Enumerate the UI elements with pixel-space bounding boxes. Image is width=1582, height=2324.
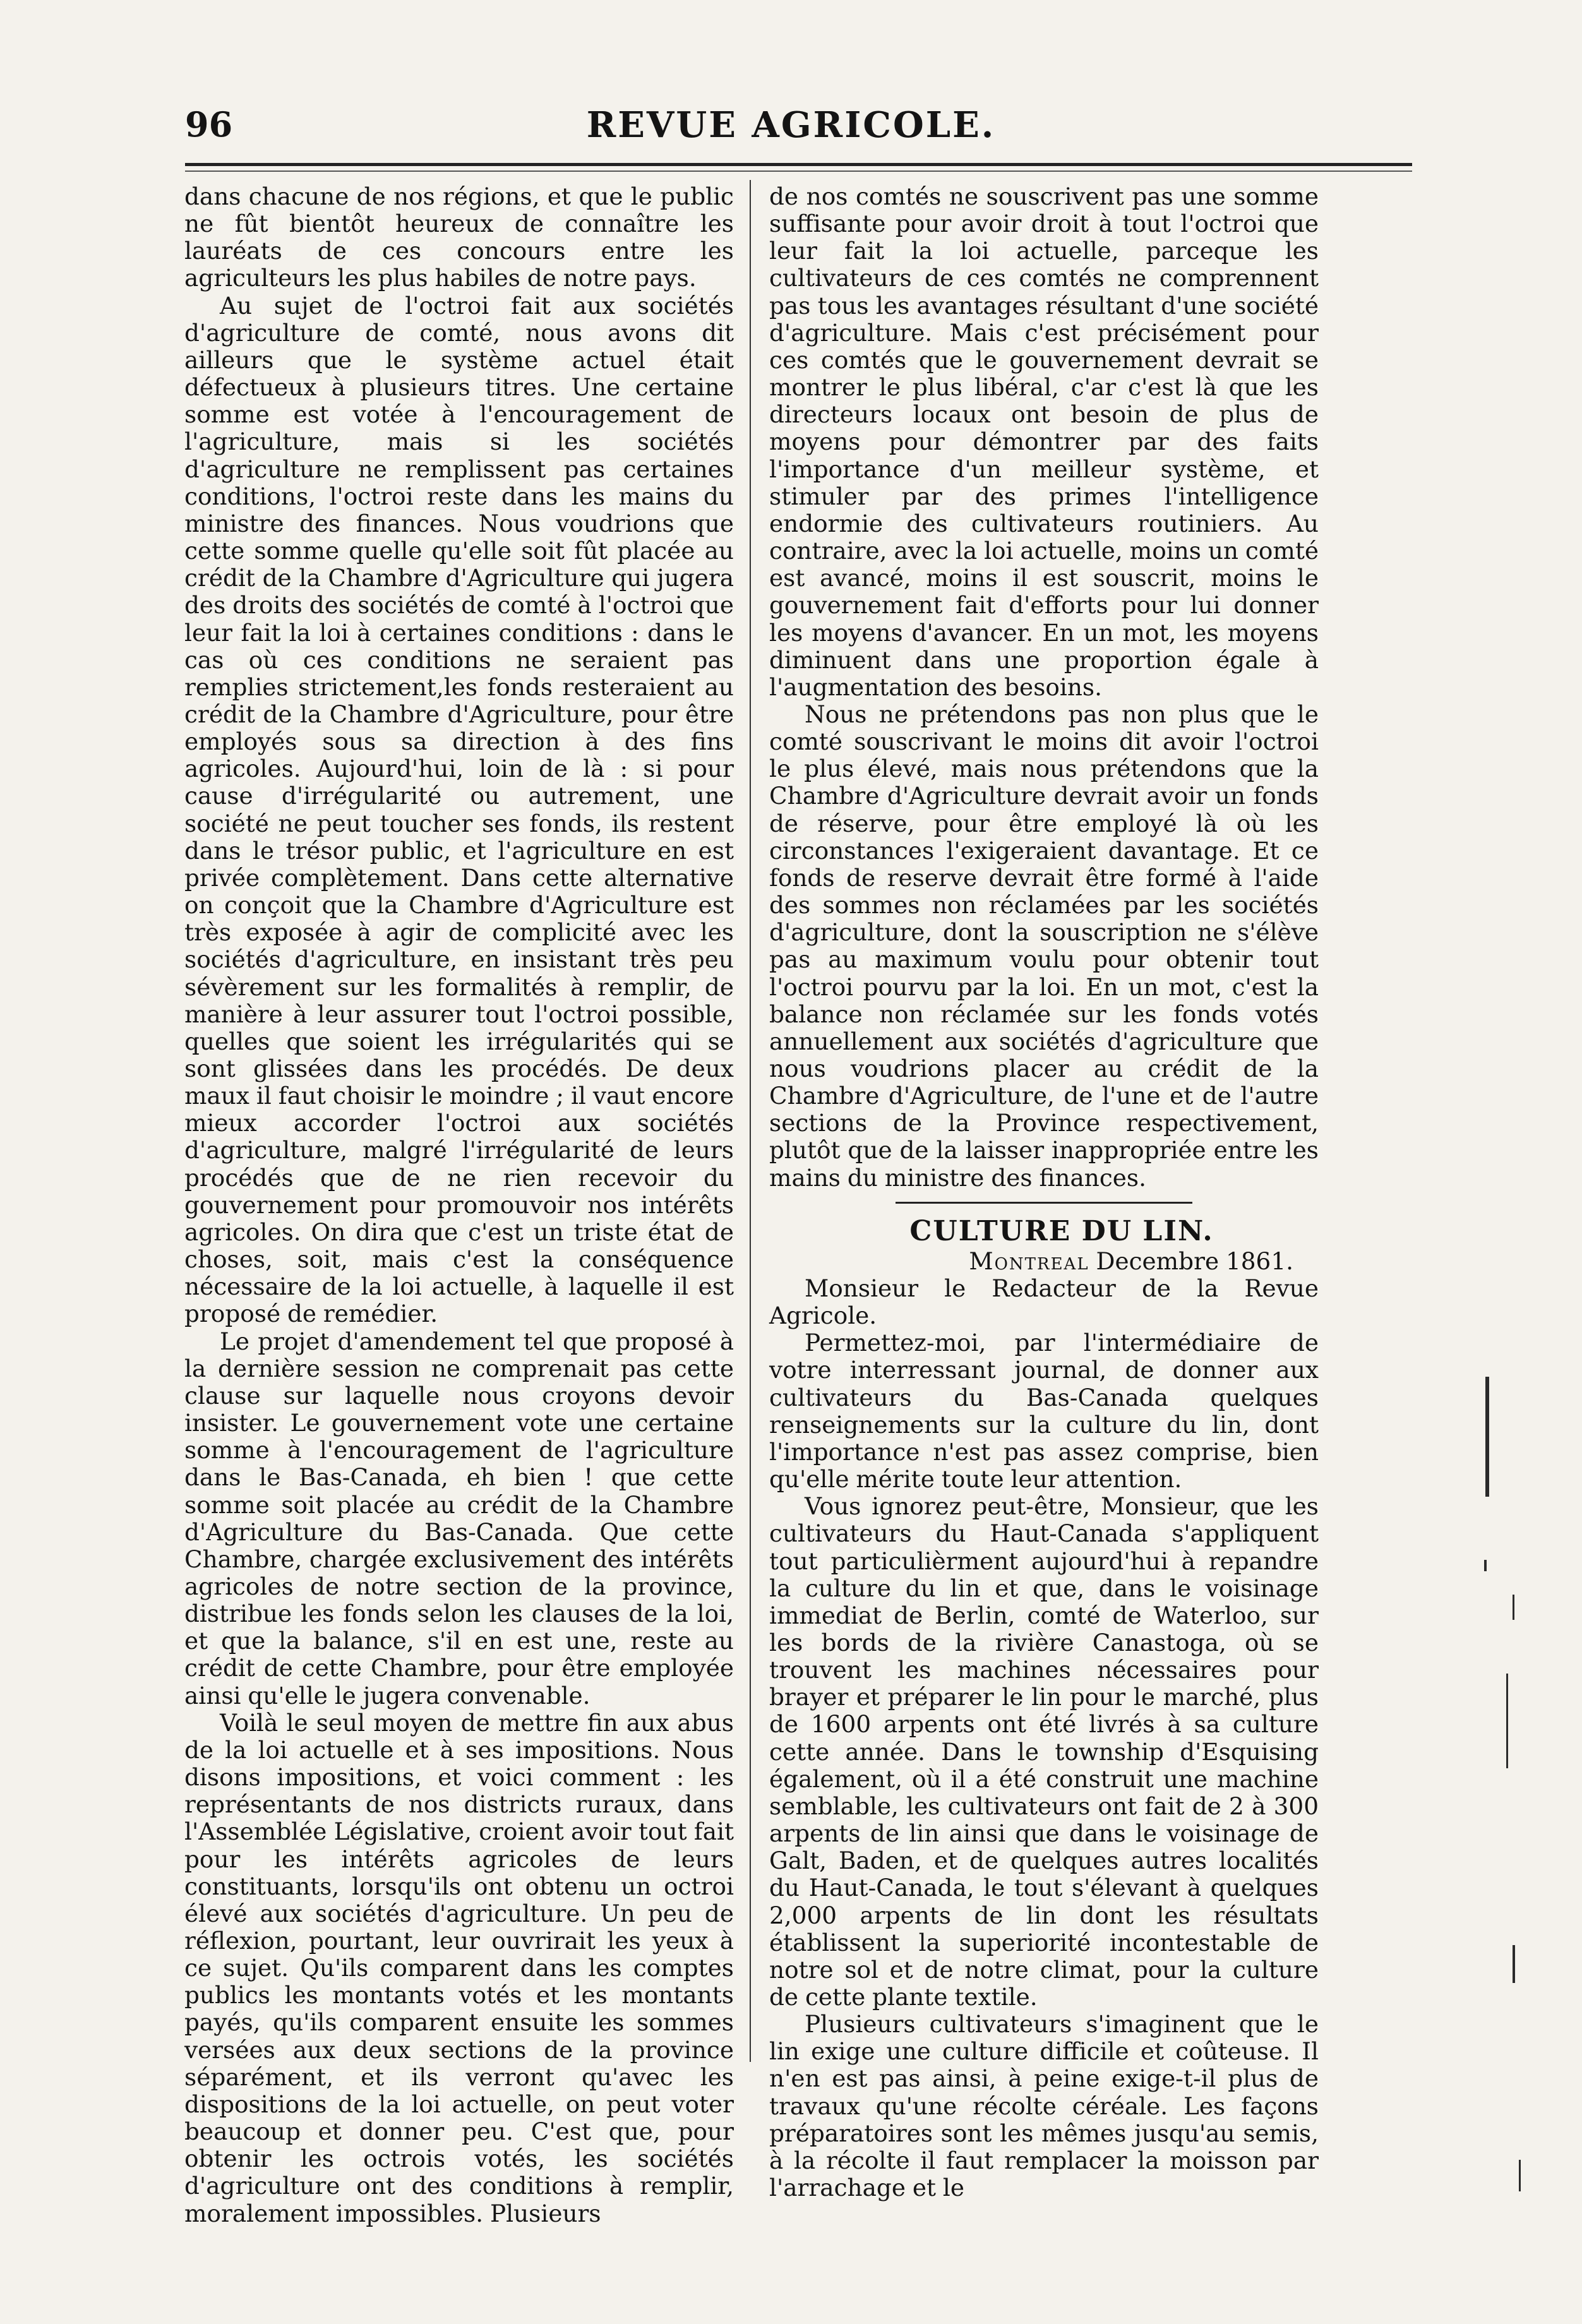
dateline-place: Montreal [969, 1247, 1089, 1275]
scan-mark [1513, 1595, 1514, 1620]
page-number: 96 [185, 104, 233, 145]
header-rule-thin [185, 171, 1412, 172]
paragraph: Le projet d'amendement tel que proposé à la dernière session ne comprenait pas cette clause sur laquelle nous croyons devoir insister. Le gouvernement vote une certaine somme à l'encouragement de l'agriculture dans le Bas-Canada, eh bien ! que cette somme soit placée au crédit de la Chambre d'Agriculture du Bas-Canada. Que cette Chambre, chargée exclusivement des intérêts agricoles de notre section de la province, distribue les fonds selon les clauses de la loi, et que la balance, s'il en est une, reste au crédit de cette Chambre, pour être employée ainsi qu'elle le jugera convenable. [184, 1327, 734, 1710]
dateline [769, 1248, 1319, 1275]
paragraph: Au sujet de l'octroi fait aux sociétés d'agriculture de comté, nous avons dit ailleurs que le système actuel était défectueux à plusieurs titres. Une certaine somme est votée à l'encouragement de l'agriculture, mais si les sociétés d'agriculture ne remplissent pas certaines conditions, l'octroi reste dans les mains du ministre des finances. Nous voudrions que cette somme quelle qu'elle soit fût placée au crédit de la Chambre d'Agriculture qui jugera des droits des sociétés de comté à l'octroi que leur fait la loi à certaines conditions : dans le cas où ces conditions ne seraient pas remplies strictement,les fonds resteraient au crédit de la Chambre d'Agriculture, pour être employés sous sa direction à des fins agricoles. Aujourd'hui, loin de là : si pour cause d'irrégularité ou autrement, une société ne peut toucher ses fonds, ils restent dans le trésor public, et l'agriculture en est privée complètement. Dans cette alternative on conçoit que la Chambre d'Agriculture est très exposée à agir de complicité avec les sociétés d'agriculture, en insistant très peu sévèrement sur les formalités à remplir, de manière à leur assurer tout l'octroi possible, quelles que soient les irrégularités qui se sont glissées dans les procédés. De deux maux il faut choisir le moindre ; il vaut encore mieux accorder l'octroi aux sociétés d'agriculture, malgré l'irrégularité de leurs procédés que de ne rien recevoir du gouvernement pour promouvoir nos intérêts agricoles. On dira que c'est un triste état de choses, soit, mais c'est la conséquence nécessaire de la loi actuelle, à laquelle il est proposé de remédier. [184, 291, 734, 1328]
scan-mark [1506, 1674, 1508, 1768]
dateline-date: Decembre 1861. [1096, 1247, 1293, 1275]
right-column [769, 183, 1319, 2201]
scan-mark [1519, 2160, 1521, 2191]
paragraph: de nos comtés ne souscrivent pas une somme suffisante pour avoir droit à tout l'octroi que leur fait la loi actuelle, parceque les cultivateurs de ces comtés ne comprennent pas tous les avantages résultant d'une société d'agriculture. Mais c'est précisément pour ces comtés que le gouvernement devrait se montrer le plus libéral, c'ar c'est là que les directeurs locaux ont besoin de plus de moyens pour démontrer par des faits l'importance d'un meilleur système, et stimuler par des primes l'intelligence endormie des cultivateurs routiniers. Au contraire, avec la loi actuelle, moins un comté est avancé, moins il est souscrit, moins le gouvernement fait d'efforts pour lui donner les moyens d'avancer. En un mot, les moyens diminuent dans une proportion égale à l'augmentation des besoins. [769, 183, 1319, 701]
scan-mark [1485, 1377, 1489, 1497]
running-title: REVUE AGRICOLE. [586, 104, 996, 146]
header-rule [185, 163, 1412, 166]
paragraph: Voilà le seul moyen de mettre fin aux abus de la loi actuelle et à ses impositions. Nous disons impositions, et voici comment : les représentants de nos districts ruraux, dans l'Assemblée Législative, croient avoir tout fait pour les intérêts agricoles de leurs constituants, lorsqu'ils ont obtenu un octroi élevé aux sociétés d'agriculture. Un peu de réflexion, pourtant, leur ouvrirait les yeux à ce sujet. Qu'ils comparent dans les comptes publics les montants votés et les montants payés, qu'ils comparent ensuite les sommes versées aux deux sections de la province séparément, et ils verront qu'avec les dispositions de la loi actuelle, on peut voter beaucoup et donner peu. C'est que, pour obtenir les octrois votés, les sociétés d'agriculture ont des conditions à remplir, moralement impossibles. Plusieurs [184, 1708, 734, 2227]
scan-mark [1513, 1945, 1515, 1983]
salutation: Monsieur le Redacteur de la Revue Agricole. [769, 1274, 1319, 1330]
paragraph: Vous ignorez peut-être, Monsieur, que les cultivateurs du Haut-Canada s'appliquent tout particulièrment aujourd'hui à repandre la culture du lin et que, dans le voisinage immediat de Berlin, comté de Waterloo, sur les bords de la rivière Canastoga, où se trouvent les machines nécessaires pour brayer et préparer le lin pour le marché, plus de 1600 arpents ont été livrés à sa culture cette année. Dans le township d'Esquising également, où il a été construit une machine semblable, les cultivateurs ont fait de 2 à 300 arpents de lin ainsi que dans le voisinage de Galt, Baden, et de quelques autres localités du Haut-Canada, le tout s'élevant à quelques 2,000 arpents de lin dont les résultats établissent la superiorité incontestable de notre sol et de notre climat, pour la culture de cette plante textile. [769, 1492, 1319, 2011]
paragraph: Nous ne prétendons pas non plus que le comté souscrivant le moins dit avoir l'octroi le plus élevé, mais nous prétendons que la Chambre d'Agriculture devrait avoir un fonds de réserve, pour être employé là où les circonstances l'exigeraient davantage. Et ce fonds de reserve devrait être formé à l'aide des sommes non réclamées par les sociétés d'agriculture, dont la souscription ne s'élève pas au maximum voulu pour obtenir tout l'octroi pourvu par la loi. En un mot, c'est la balance non réclamée sur les fonds votés annuellement aux sociétés d'agriculture que nous voudrions placer au crédit de la Chambre d'Agriculture, de l'une et de l'autre sections de la Province respectivement, plutôt que de la laisser inappropriée entre les mains du ministre des finances. [769, 700, 1319, 1192]
scan-mark [1484, 1560, 1487, 1571]
paragraph: Permettez-moi, par l'intermédiaire de votre interressant journal, de donner aux cultivateurs du Bas-Canada quelques renseignements sur la culture du lin, dont l'importance n'est pas assez comprise, bien qu'elle mérite toute leur attention. [769, 1329, 1319, 1494]
section-rule [896, 1202, 1192, 1204]
left-column [184, 183, 734, 2227]
section-heading: CULTURE DU LIN. [909, 1214, 1214, 1247]
paragraph: dans chacune de nos régions, et que le public ne fût bientôt heureux de connaître les lauréats de ces concours entre les agriculteurs les plus habiles de notre pays. [184, 183, 734, 292]
paragraph: Plusieurs cultivateurs s'imaginent que le lin exige une culture difficile et coûteuse. Il n'en est pas ainsi, à peine exige-t-il plus de travaux qu'une récolte céréale. Les façons préparatoires sont les mêmes jusqu'au semis, à la récolte il faut remplacer la moisson par l'arrachage et le [769, 2010, 1319, 2202]
column-divider [750, 180, 751, 2062]
